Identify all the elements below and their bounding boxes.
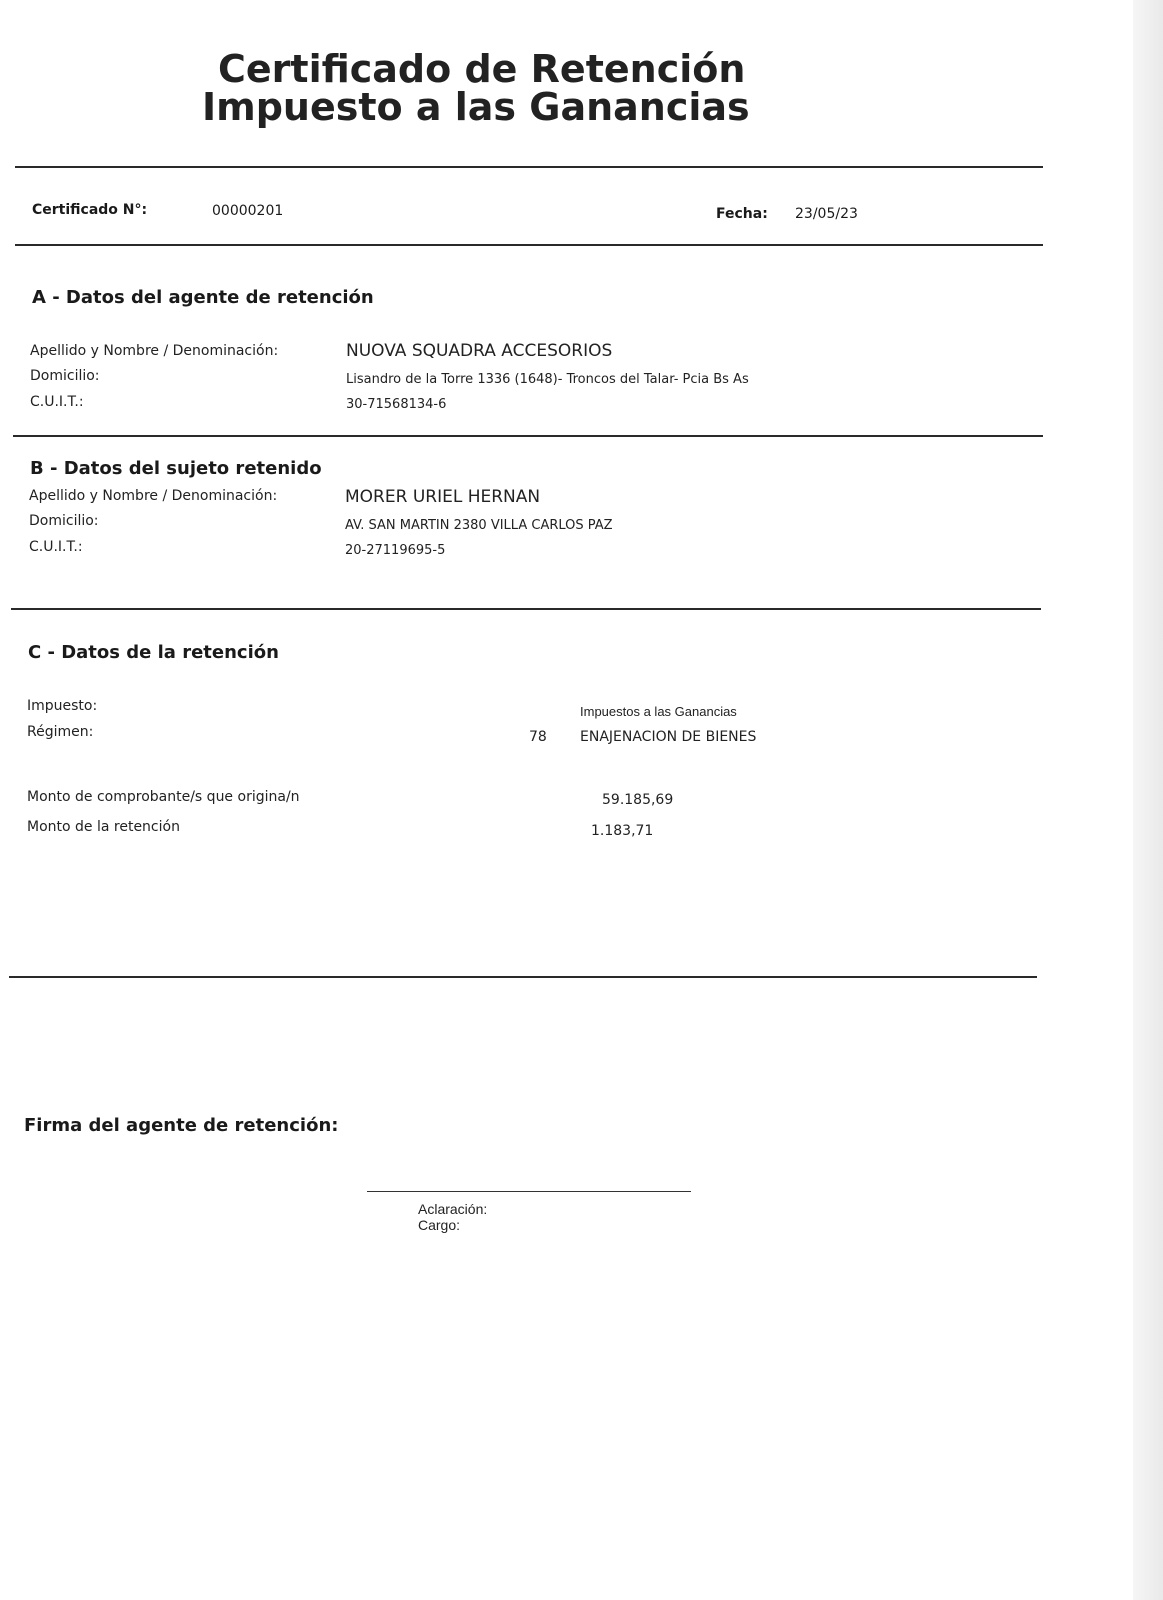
certificate-number-label: Certificado N°: [32, 202, 148, 218]
divider [15, 166, 1043, 168]
signature-line [367, 1191, 691, 1192]
subject-name-label: Apellido y Nombre / Denominación: [29, 488, 278, 504]
regime-code: 78 [529, 729, 547, 745]
agent-cuit-label: C.U.I.T.: [30, 394, 84, 410]
position-label: Cargo: [418, 1217, 461, 1233]
agent-name-value: NUOVA SQUADRA ACCESORIOS [346, 341, 613, 361]
signature-title: Firma del agente de retención: [24, 1115, 339, 1136]
tax-value: Impuestos a las Ganancias [580, 704, 737, 719]
section-a-title: A - Datos del agente de retención [32, 287, 374, 308]
subject-address-value: AV. SAN MARTIN 2380 VILLA CARLOS PAZ [345, 518, 613, 533]
divider [15, 244, 1043, 246]
regime-label: Régimen: [27, 724, 94, 740]
agent-address-label: Domicilio: [30, 368, 100, 384]
title-line-2: Impuesto a las Ganancias [202, 85, 750, 129]
voucher-amount-label: Monto de comprobante/s que origina/n [27, 789, 300, 805]
retention-amount-value: 1.183,71 [591, 823, 654, 839]
clarification-label: Aclaración: [418, 1201, 488, 1217]
subject-cuit-value: 20-27119695-5 [345, 543, 446, 558]
subject-address-label: Domicilio: [29, 513, 99, 529]
subject-name-value: MORER URIEL HERNAN [345, 487, 541, 507]
retention-amount-label: Monto de la retención [27, 819, 180, 835]
certificate-number-value: 00000201 [212, 203, 284, 219]
voucher-amount-value: 59.185,69 [602, 792, 674, 808]
divider [11, 608, 1041, 610]
section-c-title: C - Datos de la retención [28, 642, 279, 663]
section-b-title: B - Datos del sujeto retenido [30, 458, 322, 479]
agent-name-label: Apellido y Nombre / Denominación: [30, 343, 279, 359]
divider [9, 976, 1037, 978]
agent-address-value: Lisandro de la Torre 1336 (1648)- Troncos del Talar- Pcia Bs As [346, 372, 749, 387]
title-line-1: Certificado de Retención [218, 47, 746, 91]
agent-cuit-value: 30-71568134-6 [346, 397, 447, 412]
date-label: Fecha: [716, 206, 768, 222]
divider [13, 435, 1043, 437]
scan-edge [1133, 0, 1163, 1600]
date-value: 23/05/23 [795, 206, 858, 222]
subject-cuit-label: C.U.I.T.: [29, 539, 83, 555]
regime-value: ENAJENACION DE BIENES [580, 729, 757, 745]
tax-label: Impuesto: [27, 698, 98, 714]
